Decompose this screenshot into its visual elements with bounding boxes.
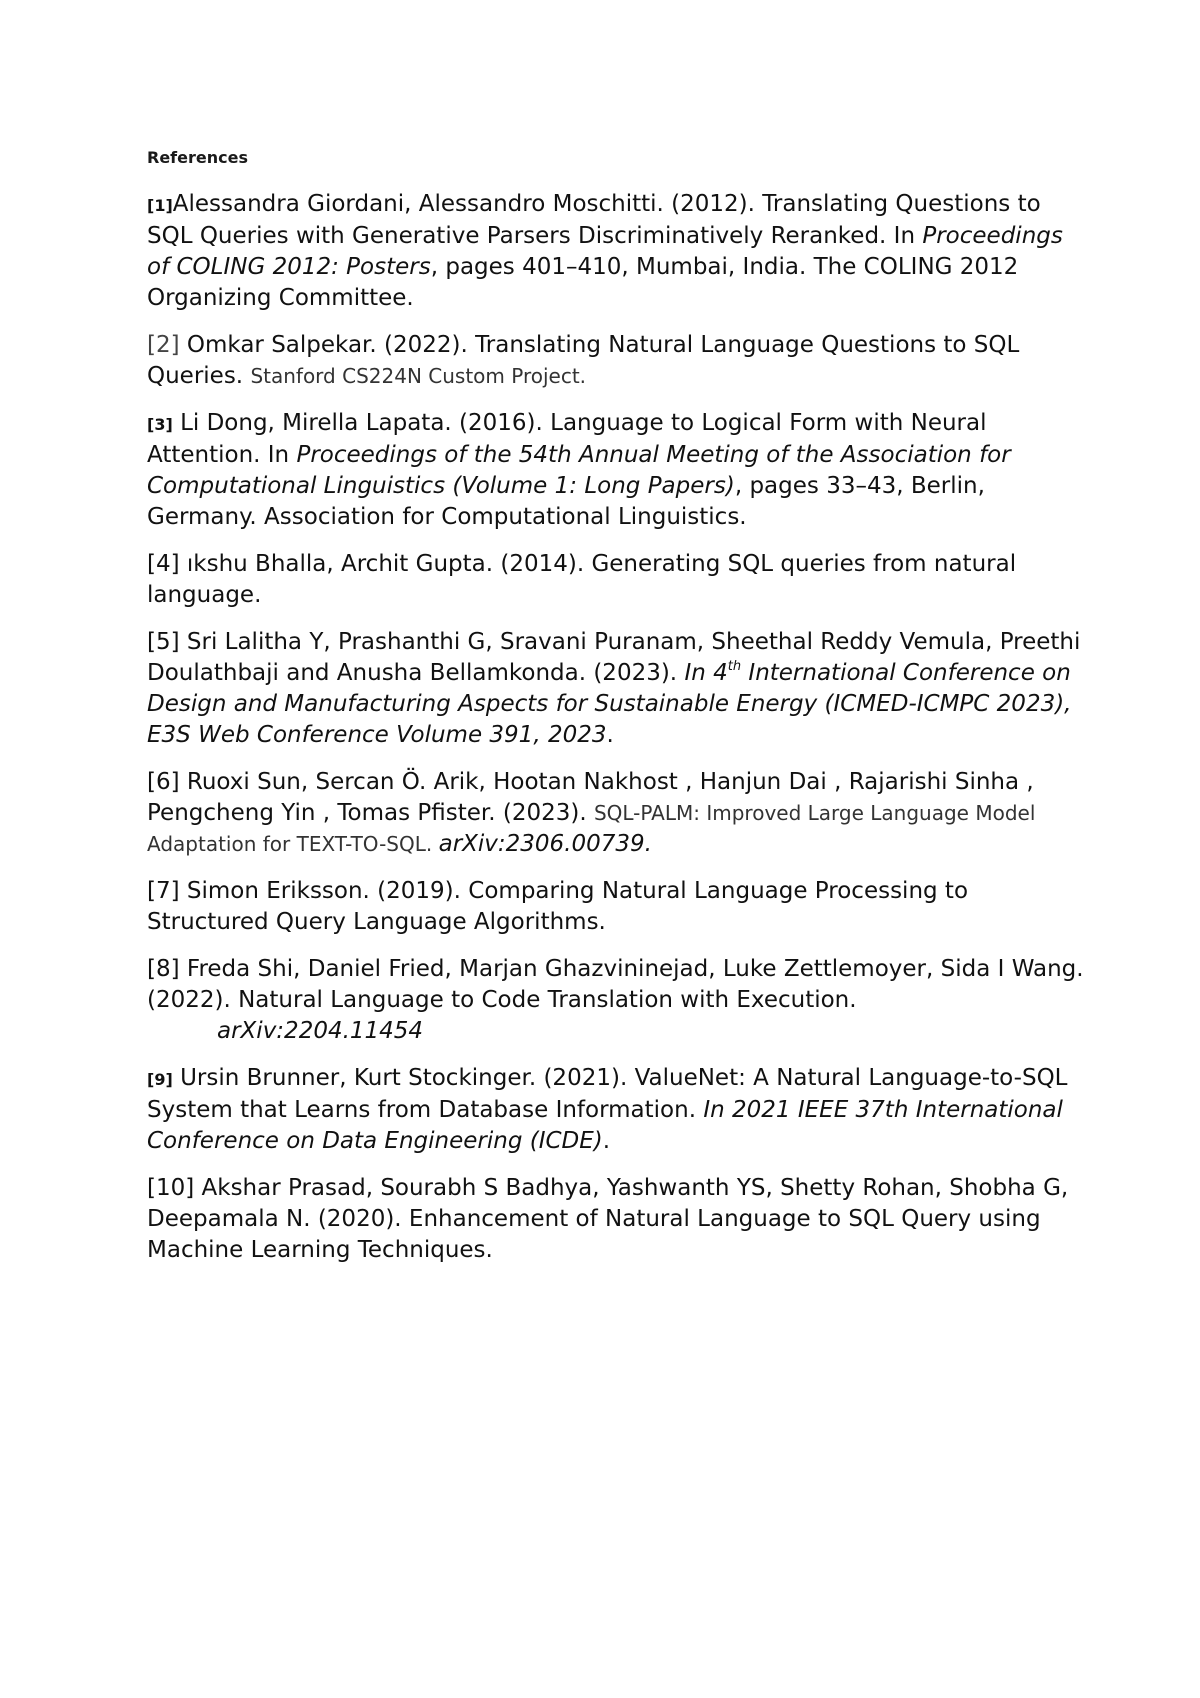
reference-number: [2] bbox=[147, 332, 180, 358]
reference-venue: Proceedings of COLING 2012: Posters bbox=[147, 223, 1071, 280]
reference-text: Alessandra Giordani, Alessandro Moschitti. (2012). Translating Questions to SQL Queries with Generative Parsers Discriminatively Reranked. In bbox=[147, 191, 1048, 249]
reference-8 bbox=[147, 954, 1091, 1047]
reference-number: [3] bbox=[147, 415, 173, 434]
references-heading: References bbox=[147, 148, 248, 167]
reference-venue-cont: International Conference on Design and Manufacturing Aspects for Sustainable Energy (ICMED-ICMPC 2023), E3S Web Conference Volume 391, 2023 bbox=[147, 660, 1079, 748]
reference-text-end: , pages 401–410, Mumbai, India. The COLING 2012 Organizing Committee. bbox=[147, 254, 1026, 311]
reference-venue: Proceedings of the 54th Annual Meeting of the Association for Computational Linguistics (Volume 1: Long Papers) bbox=[147, 442, 1019, 499]
reference-9 bbox=[147, 1063, 1087, 1157]
reference-number: [1] bbox=[147, 196, 173, 215]
reference-text: Omkar Salpekar. (2022). Translating Natural Language Questions to SQL Queries. bbox=[147, 332, 1027, 389]
reference-text-end: , pages 33–43, Berlin, Germany. Association for Computational Linguistics. bbox=[147, 473, 993, 530]
reference-text: Li Dong, Mirella Lapata. (2016). Language to Logical Form with Neural Attention. In bbox=[147, 410, 994, 468]
reference-text-end: . bbox=[602, 1128, 611, 1154]
reference-text: [6] Ruoxi Sun, Sercan Ö. Arik, Hootan Nakhost , Hanjun Dai , Rajarishi Sinha , Pengcheng Yin , Tomas Pfister. (2023). bbox=[147, 769, 1042, 826]
reference-text: [10] Akshar Prasad, Sourabh S Badhya, Yashwanth YS, Shetty Rohan, Shobha G, Deepamala N. (2020). Enhancement of Natural Language to SQL Query using Machine Learning Techniques. bbox=[147, 1175, 1076, 1263]
reference-number: [9] bbox=[147, 1070, 173, 1089]
reference-venue: arXiv:2204.11454 bbox=[217, 1018, 424, 1044]
reference-7 bbox=[147, 876, 1087, 938]
reference-venue: arXiv:2306.00739. bbox=[438, 831, 652, 857]
reference-venue: In 4 bbox=[684, 660, 728, 686]
reference-text: [4] ıkshu Bhalla, Archit Gupta. (2014). Generating SQL queries from natural language. bbox=[147, 551, 1024, 608]
reference-venue: In 2021 IEEE 37th International Conference on Data Engineering (ICDE) bbox=[147, 1097, 1071, 1154]
reference-10 bbox=[147, 1173, 1087, 1266]
reference-list bbox=[147, 189, 1091, 1282]
reference-4 bbox=[147, 549, 1087, 611]
reference-title: SQL-PALM: Improved Large Language Model Adaptation for TEXT-TO-SQL. bbox=[147, 801, 1042, 856]
reference-text-end: . bbox=[606, 722, 614, 748]
reference-3 bbox=[147, 408, 1087, 533]
reference-text: Ursin Brunner, Kurt Stockinger. (2021). ValueNet: A Natural Language-to-SQL System that Learns from Database Information. bbox=[147, 1065, 1075, 1123]
ordinal-superscript: th bbox=[727, 659, 742, 674]
reference-venue: Stanford CS224N Custom Project. bbox=[250, 364, 587, 388]
reference-text: [8] Freda Shi, Daniel Fried, Marjan Ghazvininejad, Luke Zettlemoyer, Sida I Wang. (2022). Natural Language to Code Translation with Execution. bbox=[147, 956, 1091, 1013]
reference-2 bbox=[147, 330, 1087, 392]
reference-1 bbox=[147, 189, 1087, 314]
reference-5 bbox=[147, 627, 1087, 751]
reference-6 bbox=[147, 767, 1087, 860]
reference-text: [7] Simon Eriksson. (2019). Comparing Natural Language Processing to Structured Query Language Algorithms. bbox=[147, 878, 976, 935]
reference-text: [5] Sri Lalitha Y, Prashanthi G, Sravani Puranam, Sheethal Reddy Vemula, Preethi Doulathbaji and Anusha Bellamkonda. (2023). bbox=[147, 629, 1088, 686]
